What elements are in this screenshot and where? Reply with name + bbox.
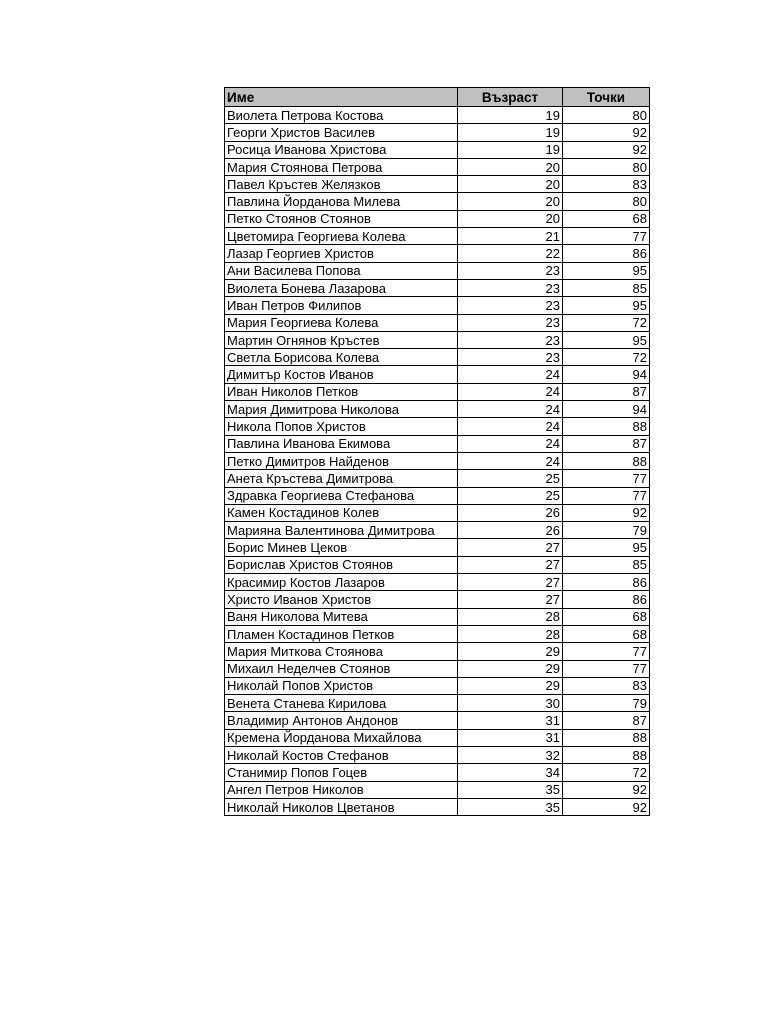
cell-points[interactable]: 87 (563, 435, 650, 452)
table-row (225, 176, 650, 193)
cell-name[interactable]: Пламен Костадинов Петков (225, 625, 458, 642)
cell-name[interactable]: Владимир Антонов Андонов (225, 712, 458, 729)
table-row (225, 504, 650, 521)
cell-name[interactable]: Михаил Неделчев Стоянов (225, 660, 458, 677)
table-body (225, 107, 650, 816)
table-row (225, 539, 650, 556)
cell-age[interactable]: 24 (458, 418, 563, 435)
cell-age[interactable]: 26 (458, 504, 563, 521)
table-row (225, 608, 650, 625)
cell-points[interactable]: 83 (563, 176, 650, 193)
cell-name[interactable]: Цветомира Георгиева Колева (225, 228, 458, 245)
cell-points[interactable]: 72 (563, 349, 650, 366)
table-row (225, 487, 650, 504)
cell-points[interactable]: 95 (563, 262, 650, 279)
cell-name[interactable]: Ваня Николова Митева (225, 608, 458, 625)
cell-points[interactable]: 80 (563, 107, 650, 124)
cell-points[interactable]: 77 (563, 487, 650, 504)
cell-age[interactable]: 32 (458, 746, 563, 763)
table-row (225, 660, 650, 677)
cell-age[interactable]: 19 (458, 107, 563, 124)
cell-name[interactable]: Мария Георгиева Колева (225, 314, 458, 331)
cell-name[interactable]: Георги Христов Василев (225, 124, 458, 141)
table-row (225, 124, 650, 141)
cell-name[interactable]: Павлина Йорданова Милева (225, 193, 458, 210)
cell-points[interactable]: 87 (563, 383, 650, 400)
table-row (225, 574, 650, 591)
cell-points[interactable]: 92 (563, 504, 650, 521)
cell-age[interactable]: 27 (458, 556, 563, 573)
cell-points[interactable]: 94 (563, 366, 650, 383)
table-row (225, 798, 650, 815)
table-row (225, 383, 650, 400)
cell-name[interactable]: Лазар Георгиев Христов (225, 245, 458, 262)
cell-age[interactable]: 20 (458, 193, 563, 210)
header-points[interactable]: Точки (563, 88, 650, 107)
cell-points[interactable]: 68 (563, 210, 650, 227)
cell-name[interactable]: Борислав Христов Стоянов (225, 556, 458, 573)
cell-age[interactable]: 34 (458, 764, 563, 781)
table-row (225, 435, 650, 452)
cell-age[interactable]: 24 (458, 383, 563, 400)
cell-points[interactable]: 92 (563, 781, 650, 798)
table-row (225, 746, 650, 763)
table-row (225, 418, 650, 435)
cell-points[interactable]: 92 (563, 798, 650, 815)
cell-points[interactable]: 79 (563, 522, 650, 539)
cell-age[interactable]: 28 (458, 608, 563, 625)
cell-points[interactable]: 72 (563, 764, 650, 781)
header-row (225, 88, 650, 107)
cell-age[interactable]: 29 (458, 643, 563, 660)
cell-points[interactable]: 80 (563, 158, 650, 175)
table-row (225, 279, 650, 296)
cell-age[interactable]: 35 (458, 798, 563, 815)
cell-age[interactable]: 30 (458, 695, 563, 712)
cell-age[interactable]: 24 (458, 452, 563, 469)
cell-name[interactable]: Здравка Георгиева Стефанова (225, 487, 458, 504)
cell-points[interactable]: 88 (563, 746, 650, 763)
cell-name[interactable]: Ани Василева Попова (225, 262, 458, 279)
table-row (225, 262, 650, 279)
table-row (225, 158, 650, 175)
cell-name[interactable]: Красимир Костов Лазаров (225, 574, 458, 591)
cell-points[interactable]: 77 (563, 660, 650, 677)
cell-points[interactable]: 72 (563, 314, 650, 331)
cell-points[interactable]: 77 (563, 470, 650, 487)
table-row (225, 695, 650, 712)
cell-age[interactable]: 19 (458, 124, 563, 141)
cell-name[interactable]: Николай Попов Христов (225, 677, 458, 694)
cell-points[interactable]: 86 (563, 245, 650, 262)
table-row (225, 193, 650, 210)
table-row (225, 470, 650, 487)
cell-age[interactable]: 25 (458, 470, 563, 487)
cell-name[interactable]: Иван Николов Петков (225, 383, 458, 400)
cell-points[interactable]: 77 (563, 643, 650, 660)
cell-age[interactable]: 29 (458, 677, 563, 694)
cell-name[interactable]: Кремена Йорданова Михайлова (225, 729, 458, 746)
cell-points[interactable]: 85 (563, 556, 650, 573)
cell-points[interactable]: 92 (563, 124, 650, 141)
cell-name[interactable]: Иван Петров Филипов (225, 297, 458, 314)
cell-age[interactable]: 29 (458, 660, 563, 677)
cell-points[interactable]: 95 (563, 331, 650, 348)
cell-age[interactable]: 31 (458, 729, 563, 746)
cell-name[interactable]: Петко Стоянов Стоянов (225, 210, 458, 227)
cell-name[interactable]: Димитър Костов Иванов (225, 366, 458, 383)
table-row (225, 556, 650, 573)
cell-points[interactable]: 95 (563, 297, 650, 314)
cell-points[interactable]: 80 (563, 193, 650, 210)
cell-points[interactable]: 95 (563, 539, 650, 556)
table-row (225, 228, 650, 245)
cell-age[interactable]: 20 (458, 210, 563, 227)
cell-age[interactable]: 31 (458, 712, 563, 729)
table-row (225, 141, 650, 158)
cell-points[interactable]: 88 (563, 729, 650, 746)
cell-age[interactable]: 20 (458, 176, 563, 193)
table-row (225, 677, 650, 694)
cell-name[interactable]: Николай Костов Стефанов (225, 746, 458, 763)
cell-age[interactable]: 22 (458, 245, 563, 262)
cell-name[interactable]: Виолета Петрова Костова (225, 107, 458, 124)
cell-points[interactable]: 87 (563, 712, 650, 729)
cell-name[interactable]: Анета Кръстева Димитрова (225, 470, 458, 487)
cell-age[interactable]: 26 (458, 522, 563, 539)
table-row (225, 452, 650, 469)
students-table (224, 87, 650, 816)
cell-name[interactable]: Никола Попов Христов (225, 418, 458, 435)
cell-points[interactable]: 77 (563, 228, 650, 245)
cell-name[interactable]: Росица Иванова Христова (225, 141, 458, 158)
cell-age[interactable]: 25 (458, 487, 563, 504)
cell-name[interactable]: Мария Миткова Стоянова (225, 643, 458, 660)
table-row (225, 591, 650, 608)
cell-age[interactable]: 27 (458, 591, 563, 608)
table-row (225, 297, 650, 314)
cell-name[interactable]: Светла Борисова Колева (225, 349, 458, 366)
cell-age[interactable]: 23 (458, 331, 563, 348)
header-age[interactable]: Възраст (458, 88, 563, 107)
cell-age[interactable]: 21 (458, 228, 563, 245)
cell-name[interactable]: Мария Димитрова Николова (225, 401, 458, 418)
cell-points[interactable]: 88 (563, 418, 650, 435)
cell-points[interactable]: 92 (563, 141, 650, 158)
cell-age[interactable]: 35 (458, 781, 563, 798)
cell-points[interactable]: 83 (563, 677, 650, 694)
table-row (225, 401, 650, 418)
table-row (225, 712, 650, 729)
cell-points[interactable]: 68 (563, 608, 650, 625)
cell-name[interactable]: Мария Стоянова Петрова (225, 158, 458, 175)
cell-points[interactable]: 94 (563, 401, 650, 418)
cell-age[interactable]: 20 (458, 158, 563, 175)
cell-name[interactable]: Ангел Петров Николов (225, 781, 458, 798)
table-row (225, 314, 650, 331)
cell-name[interactable]: Виолета Бонева Лазарова (225, 279, 458, 296)
cell-age[interactable]: 23 (458, 279, 563, 296)
cell-age[interactable]: 23 (458, 297, 563, 314)
cell-age[interactable]: 23 (458, 314, 563, 331)
cell-age[interactable]: 24 (458, 401, 563, 418)
cell-name[interactable]: Павел Кръстев Желязков (225, 176, 458, 193)
table-row (225, 764, 650, 781)
table-row (225, 643, 650, 660)
table-row (225, 331, 650, 348)
table-row (225, 522, 650, 539)
cell-age[interactable]: 24 (458, 435, 563, 452)
table-row (225, 245, 650, 262)
cell-name[interactable]: Станимир Попов Гоцев (225, 764, 458, 781)
cell-name[interactable]: Петко Димитров Найденов (225, 452, 458, 469)
cell-age[interactable]: 24 (458, 366, 563, 383)
cell-age[interactable]: 19 (458, 141, 563, 158)
cell-age[interactable]: 27 (458, 574, 563, 591)
cell-name[interactable]: Павлина Иванова Екимова (225, 435, 458, 452)
cell-name[interactable]: Христо Иванов Христов (225, 591, 458, 608)
cell-age[interactable]: 27 (458, 539, 563, 556)
table-row (225, 729, 650, 746)
cell-age[interactable]: 23 (458, 262, 563, 279)
cell-age[interactable]: 23 (458, 349, 563, 366)
spreadsheet (224, 87, 650, 816)
table-row (225, 366, 650, 383)
cell-points[interactable]: 86 (563, 574, 650, 591)
table-row (225, 210, 650, 227)
cell-points[interactable]: 88 (563, 452, 650, 469)
cell-points[interactable]: 85 (563, 279, 650, 296)
cell-age[interactable]: 28 (458, 625, 563, 642)
table-row (225, 107, 650, 124)
cell-name[interactable]: Камен Костадинов Колев (225, 504, 458, 521)
table-row (225, 349, 650, 366)
cell-name[interactable]: Николай Николов Цветанов (225, 798, 458, 815)
cell-name[interactable]: Мартин Огнянов Кръстев (225, 331, 458, 348)
cell-name[interactable]: Борис Минев Цеков (225, 539, 458, 556)
table-row (225, 781, 650, 798)
cell-name[interactable]: Венета Станева Кирилова (225, 695, 458, 712)
cell-points[interactable]: 86 (563, 591, 650, 608)
cell-points[interactable]: 68 (563, 625, 650, 642)
table-row (225, 625, 650, 642)
cell-name[interactable]: Марияна Валентинова Димитрова (225, 522, 458, 539)
header-name[interactable]: Име (225, 88, 458, 107)
cell-points[interactable]: 79 (563, 695, 650, 712)
